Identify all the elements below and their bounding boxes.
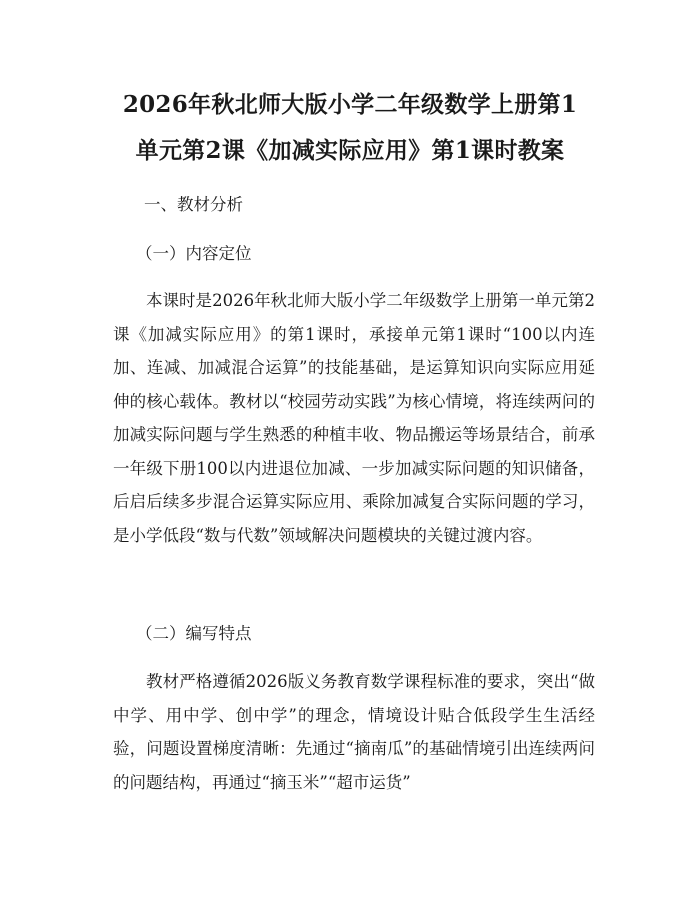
paragraph-1-text: 本课时是2026年秋北师大版小学二年级数学上册第一单元第2课《加减实际应用》的第1课时，承接单元第1课时“100以内连加、连减、加减混合运算”的技能基础，是运算知识向实际应用延伸的核心载体。教材以“校园劳动实践”为核心情境，将连续两问的加减实际问题与学生熟悉的种植丰收、物品搬运等场景结合，前承一年级下册100以内进退位加减、一步加减实际问题的知识储备，后启后续多步混合运算实际应用、乘除加减复合实际问题的学习，是小学低段“数与代数”领域解决问题模块的关键过渡内容。 xyxy=(113,291,595,545)
section-heading-textbook-analysis: 一、教材分析 xyxy=(144,195,243,214)
title-line-1: 2026年秋北师大版小学二年级数学上册第1 xyxy=(122,91,578,118)
paragraph-2-text: 教材严格遵循2026版义务教育数学课程标准的要求，突出“做中学、用中学、创中学”的理念，情境设计贴合低段学生生活经验，问题设置梯度清晰：先通过“摘南瓜”的基础情境引出连续两问的问题结构，再通过“摘玉米”“超市运货” xyxy=(113,672,595,792)
paragraph-content-positioning xyxy=(113,284,595,552)
subsection-heading-writing-features: （二）编写特点 xyxy=(136,624,252,643)
title-line-2: 单元第2课《加减实际应用》第1课时教案 xyxy=(135,137,565,164)
document-title xyxy=(95,82,605,174)
subsection-heading-content-positioning: （一）内容定位 xyxy=(136,244,252,263)
paragraph-writing-features xyxy=(113,665,595,799)
